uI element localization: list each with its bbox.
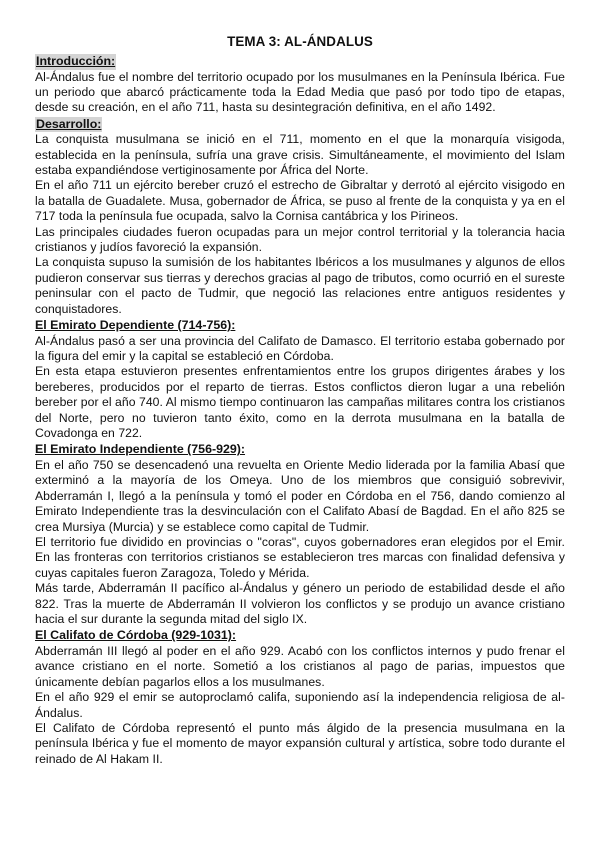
paragraph: En el año 711 un ejército bereber cruzó el estrecho de Gibraltar y derrotó al ejército visigodo en la batalla de Guadalete. Musa, gobernador de África, se puso al frente de la conquista y ya en el 717 toda la península fue ocupada, salvo la Cornisa cantábrica y los Pirineos. xyxy=(35,178,565,224)
paragraph: Al-Ándalus pasó a ser una provincia del Califato de Damasco. El territorio estaba gobernado por la figura del emir y la capital se estableció en Córdoba. xyxy=(35,333,565,363)
paragraph: En el año 750 se desencadenó una revuelta en Oriente Medio liderada por la familia Abasí que exterminó a la mayoría de los Omeya. Uno de los miembros que consiguió sobrevivir, Abderramán I, llegó a la península y tomó el poder en Córdoba en el 756, dando comienzo al Emirato Independiente tras la desvinculación con el Califato Abasí de Bagdad. En el año 825 se crea Mursiya (Murcia) y se establece como capital de Tudmir. xyxy=(35,457,565,534)
section-introduccion xyxy=(35,53,565,116)
paragraph: Abderramán III llegó al poder en el año 929. Acabó con los conflictos internos y pudo frenar el avance cristiano en el norte. Sometió a los cristianos al pago de parias, impuestos que únicamente debían pagarlos ellos a los musulmanes. xyxy=(35,643,565,689)
paragraph: Las principales ciudades fueron ocupadas para un mejor control territorial y la tolerancia hacia cristianos y judíos favoreció la expansión. xyxy=(35,224,565,255)
section-emirato-independiente xyxy=(35,441,565,627)
section-califato-cordoba xyxy=(35,627,565,767)
paragraph: En esta etapa estuvieron presentes enfrentamientos entre los grupos dirigentes árabes y los bereberes, producidos por el reparto de tierras. Estos conflictos dieron lugar a una rebelión bereber por el año 740. Al mismo tiempo continuaron las campañas militares contra los cristianos del Norte, pero no tuvieron tanto éxito, como en la derrota musulmana en la batalla de Covadonga en 722. xyxy=(35,364,565,441)
paragraph: Al-Ándalus fue el nombre del territorio ocupado por los musulmanes en la Península Ibérica. Fue un periodo que abarcó prácticamente toda la Edad Media que pasó por todo tipo de etapas, desde su creación, en el año 711, hasta su desintegración definitiva, en el año 1492. xyxy=(35,69,565,115)
paragraph: En el año 929 el emir se autoproclamó califa, suponiendo así la independencia religiosa de al-Ándalus. xyxy=(35,690,565,720)
section-desarrollo xyxy=(35,116,565,317)
section-emirato-dependiente xyxy=(35,317,565,441)
paragraph: El Califato de Córdoba representó el punto más álgido de la presencia musulmana en la península Ibérica y fue el momento de mayor expansión cultural y artística, sobre todo durante el reinado de Al Hakam II. xyxy=(35,720,565,766)
paragraph: Más tarde, Abderramán II pacífico al-Ándalus y género un periodo de estabilidad desde el año 822. Tras la muerte de Abderramán II volvieron los conflictos y se produjo un avance cristiano hacia el sur durante la segunda mitad del siglo IX. xyxy=(35,581,565,626)
paragraph: La conquista musulmana se inició en el 711, momento en el que la monarquía visigoda, establecida en la península, sufría una grave crisis. Simultáneamente, el movimiento del Islam estaba expandiéndose vertiginosamente por África del Norte. xyxy=(35,132,565,178)
section-heading: Introducción: xyxy=(36,54,116,68)
section-heading: El Emirato Dependiente (714-756): xyxy=(35,318,236,333)
section-heading: El Emirato Independiente (756-929): xyxy=(35,442,246,457)
section-heading: Desarrollo: xyxy=(36,116,102,131)
paragraph: El territorio fue dividido en provincias o "coras", cuyos gobernadores eran elegidos por el Emir. En las fronteras con territorios cristianos se establecieron tres marcas con finalidad defensiva y cuyas capitales fueron Zaragoza, Toledo y Mérida. xyxy=(35,534,565,580)
document-title: TEMA 3: AL-ÁNDALUS xyxy=(227,34,373,49)
paragraph: La conquista supuso la sumisión de los habitantes Ibéricos a los musulmanes y algunos de ellos pudieron conservar sus tierras y derechos gracias al pago de tributos, como ocurrió en el sureste peninsular con el pacto de Tudmir, que negoció las relaciones entre antiguos residentes y conquistadores. xyxy=(35,255,565,316)
section-heading: El Califato de Córdoba (929-1031): xyxy=(35,628,237,643)
